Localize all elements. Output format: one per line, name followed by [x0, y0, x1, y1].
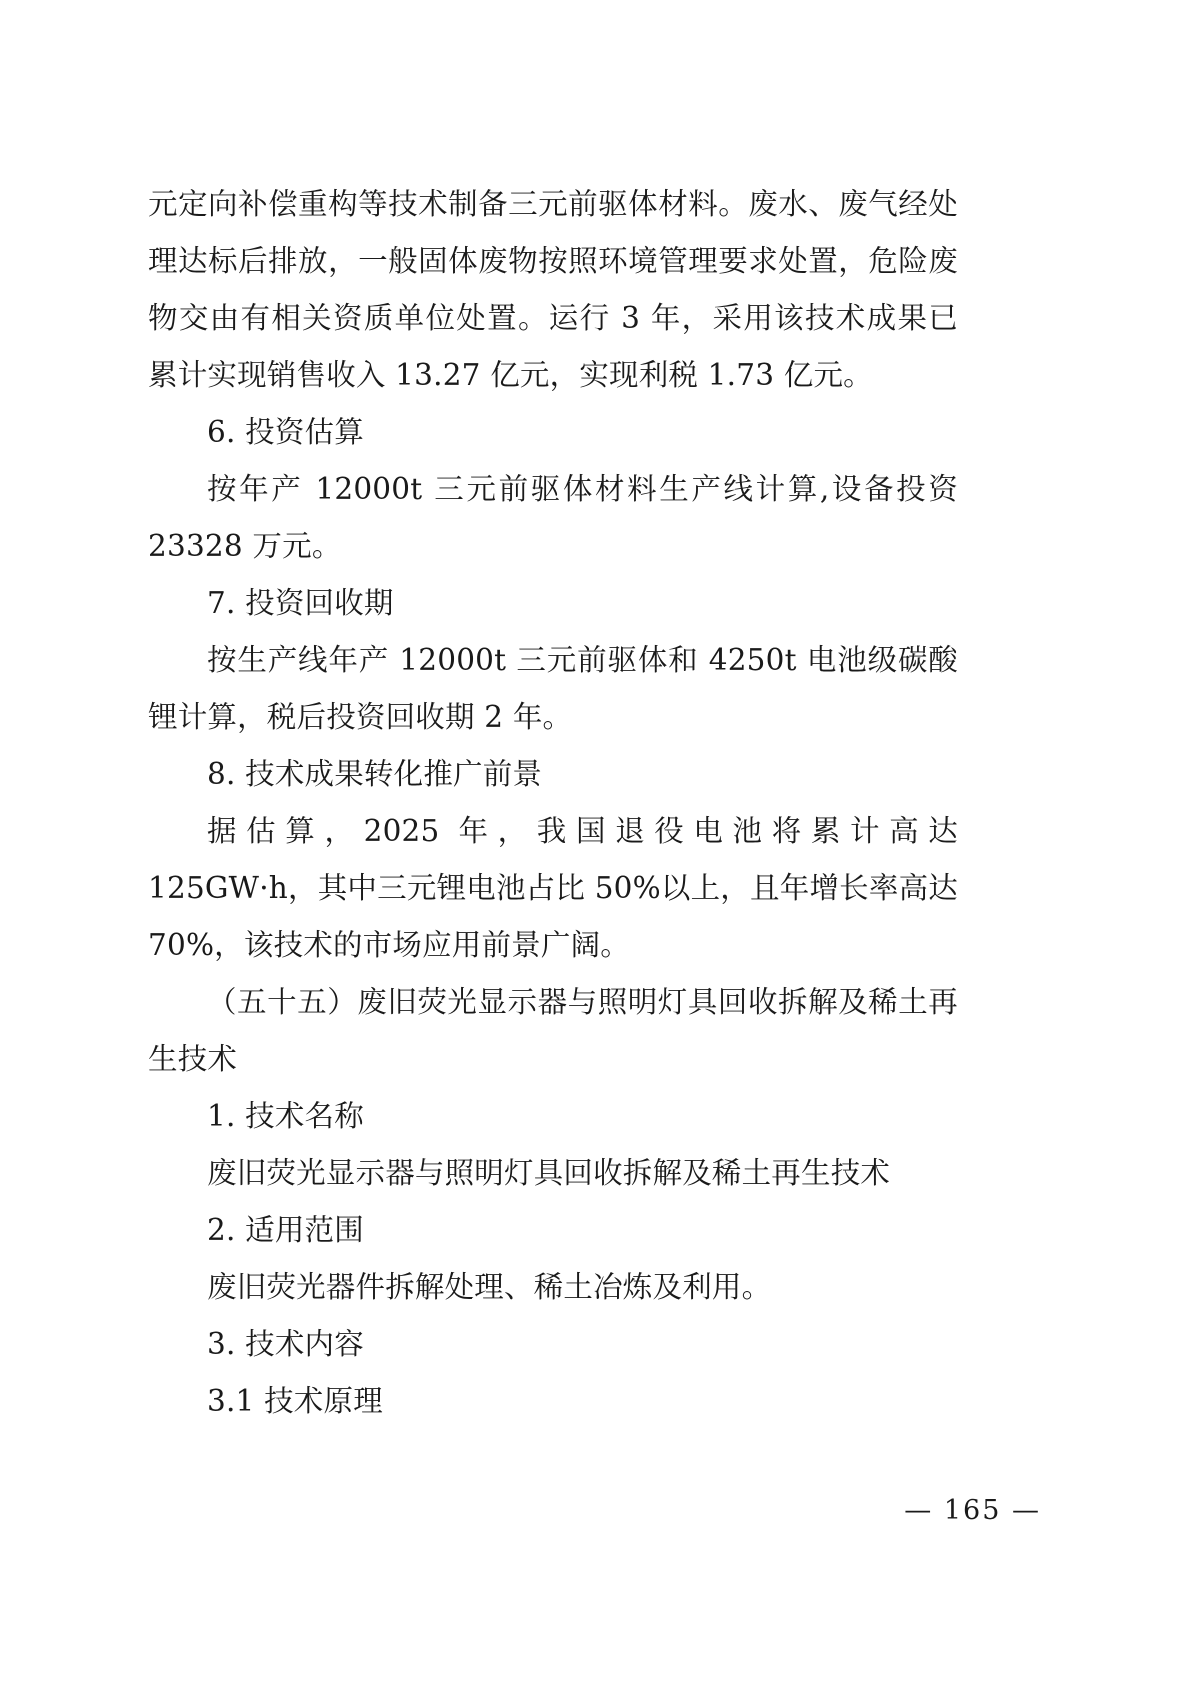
heading-technology-content: 3. 技术内容 [207, 1327, 364, 1361]
paragraph-payback-period-body: 按生产线年产 12000t 三元前驱体和 4250t 电池级碳酸锂计算，税后投资回收期 2 年。 [148, 643, 958, 734]
heading-investment-estimate: 6. 投资估算 [207, 415, 364, 449]
paragraph-investment-estimate-body: 按年产 12000t 三元前驱体材料生产线计算,设备投资 23328 万元。 [148, 472, 958, 563]
heading-promotion-prospect: 8. 技术成果转化推广前景 [207, 757, 543, 791]
section-title-fifty-five: （五十五）废旧荧光显示器与照明灯具回收拆解及稀土再生技术 [148, 985, 958, 1076]
heading-technology-name: 1. 技术名称 [207, 1099, 364, 1133]
heading-payback-period: 7. 投资回收期 [207, 586, 394, 620]
paragraph-promotion-prospect-body: 据估算，2025 年，我国退役电池将累计高达 125GW·h，其中三元锂电池占比 50%以上，且年增长率高达 70%，该技术的市场应用前景广阔。 [148, 814, 958, 962]
page-number: — 165 — [904, 1495, 1041, 1526]
heading-scope: 2. 适用范围 [207, 1213, 364, 1247]
paragraph-technology-name-body: 废旧荧光显示器与照明灯具回收拆解及稀土再生技术 [207, 1156, 891, 1190]
page-body-text [148, 176, 958, 1430]
paragraph-scope-body: 废旧荧光器件拆解处理、稀土冶炼及利用。 [207, 1270, 772, 1304]
heading-technology-principle: 3.1 技术原理 [207, 1384, 383, 1418]
paragraph-continuation: 元定向补偿重构等技术制备三元前驱体材料。废水、废气经处理达标后排放，一般固体废物按照环境管理要求处置，危险废物交由有相关资质单位处置。运行 3 年，采用该技术成果已累计实现销售收入 13.27 亿元，实现利税 1.73 亿元。 [148, 187, 958, 392]
